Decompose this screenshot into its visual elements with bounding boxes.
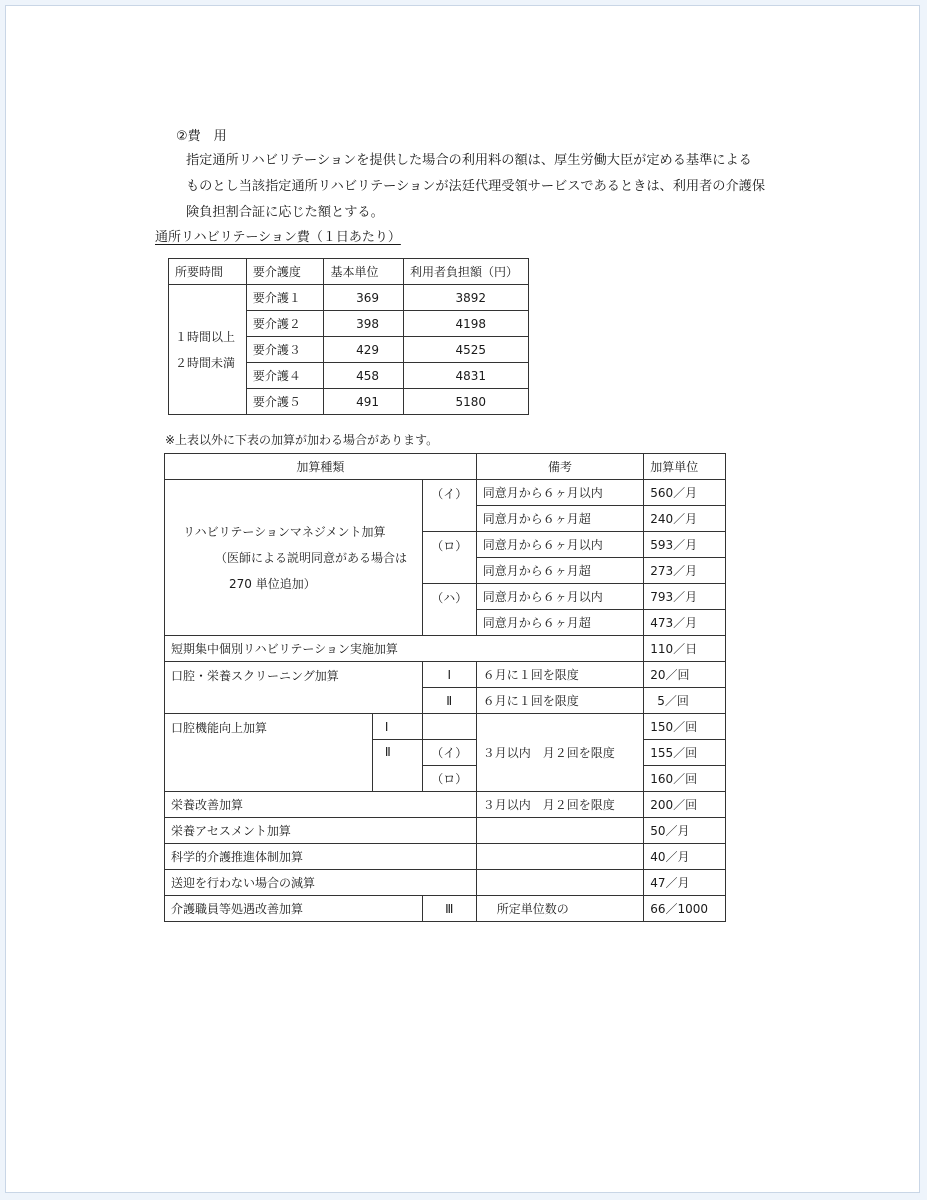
section-heading: ②費 用 (176, 129, 227, 144)
unit-cell: 200／回 (644, 792, 726, 818)
duration-cell (169, 285, 247, 415)
remarks-cell: ６月に１回を限度 (476, 662, 644, 688)
unit-cell: 50／月 (644, 818, 726, 844)
table-row (165, 480, 726, 506)
header-duration: 所要時間 (169, 259, 247, 285)
paragraph-line-3: 険負担割合証に応じた額とする。 (186, 205, 384, 220)
oral-function-empty-cell (422, 714, 476, 740)
rehab-mgmt-mark-i: （イ） (422, 480, 476, 532)
oral-function-level-2: Ⅱ (372, 740, 422, 792)
units-cell: 429 (324, 337, 404, 363)
cost-cell: 3892 (404, 285, 529, 311)
science-care-name: 科学的介護推進体制加算 (165, 844, 477, 870)
remarks-cell: 同意月から６ヶ月以内 (476, 532, 644, 558)
no-transport-name: 送迎を行わない場合の減算 (165, 870, 477, 896)
unit-cell: 5／回 (644, 688, 726, 714)
unit-cell: 240／月 (644, 506, 726, 532)
unit-cell: 40／月 (644, 844, 726, 870)
rehab-mgmt-mark-ro: （ロ） (422, 532, 476, 584)
screening-mark-2: Ⅱ (422, 688, 476, 714)
table-row (165, 818, 726, 844)
remarks-cell: ６月に１回を限度 (476, 688, 644, 714)
header-base-units: 基本単位 (324, 259, 404, 285)
units-cell: 398 (324, 311, 404, 337)
duration-line-1: １時間以上 (175, 329, 236, 344)
oral-function-note: ３月以内 月２回を限度 (476, 714, 644, 792)
nutrition-assess-name: 栄養アセスメント加算 (165, 818, 477, 844)
nutrition-improve-name: 栄養改善加算 (165, 792, 477, 818)
header-care-level: 要介護度 (246, 259, 324, 285)
remarks-cell: ３月以内 月２回を限度 (476, 792, 644, 818)
unit-cell: 560／月 (644, 480, 726, 506)
base-fee-table (168, 258, 529, 415)
additional-fees-note: ※上表以外に下表の加算が加わる場合があります。 (165, 433, 439, 447)
duration-line-2: ２時間未満 (175, 355, 236, 370)
remarks-cell (476, 870, 644, 896)
oral-function-sub-ro: （ロ） (422, 766, 476, 792)
staff-improve-name: 介護職員等処遇改善加算 (165, 896, 423, 922)
cost-cell: 4198 (404, 311, 529, 337)
care-level-cell: 要介護５ (246, 389, 324, 415)
unit-cell: 273／月 (644, 558, 726, 584)
table-row (165, 636, 726, 662)
screening-mark-1: Ⅰ (422, 662, 476, 688)
units-cell: 458 (324, 363, 404, 389)
table-header-row (169, 259, 529, 285)
rehab-mgmt-name: リハビリテーションマネジメント加算 (183, 524, 386, 539)
screening-name: 口腔・栄養スクリーニング加算 (165, 662, 423, 714)
care-level-cell: 要介護４ (246, 363, 324, 389)
paragraph-line-2: ものとし当該指定通所リハビリテーションが法廷代理受領サービスであるときは、利用者の介護保 (186, 179, 766, 194)
addition-table (164, 453, 726, 922)
remarks-cell (476, 844, 644, 870)
table-row (165, 870, 726, 896)
table-header-row (165, 454, 726, 480)
unit-cell: 793／月 (644, 584, 726, 610)
unit-cell: 150／回 (644, 714, 726, 740)
oral-function-level-1: Ⅰ (372, 714, 422, 740)
rehab-mgmt-cell (165, 480, 423, 636)
unit-cell: 473／月 (644, 610, 726, 636)
unit-cell: 155／回 (644, 740, 726, 766)
paragraph-line-1: 指定通所リハビリテーションを提供した場合の利用料の額は、厚生労働大臣が定める基準による (186, 153, 752, 168)
short-term-name: 短期集中個別リハビリテーション実施加算 (165, 636, 644, 662)
header-addition-unit: 加算単位 (644, 454, 726, 480)
table-row (165, 896, 726, 922)
unit-cell: 66／1000 (644, 896, 726, 922)
units-cell: 491 (324, 389, 404, 415)
table-row (165, 714, 726, 740)
header-addition-type: 加算種類 (165, 454, 477, 480)
table-row (165, 844, 726, 870)
table-subtitle: 通所リハビリテーション費（１日あたり） (155, 230, 401, 245)
care-level-cell: 要介護２ (246, 311, 324, 337)
header-remarks: 備考 (476, 454, 644, 480)
unit-cell: 593／月 (644, 532, 726, 558)
rehab-mgmt-subline-1: （医師による説明同意がある場合は (215, 550, 408, 565)
cost-cell: 4831 (404, 363, 529, 389)
care-level-cell: 要介護１ (246, 285, 324, 311)
remarks-cell (476, 818, 644, 844)
oral-function-sub-i: （イ） (422, 740, 476, 766)
unit-cell: 20／回 (644, 662, 726, 688)
units-cell: 369 (324, 285, 404, 311)
table-row (169, 285, 529, 311)
oral-function-name: 口腔機能向上加算 (165, 714, 373, 792)
cost-cell: 4525 (404, 337, 529, 363)
header-user-cost: 利用者負担額（円） (404, 259, 529, 285)
remarks-cell: 同意月から６ヶ月以内 (476, 480, 644, 506)
remarks-cell: 同意月から６ヶ月超 (476, 610, 644, 636)
rehab-mgmt-mark-ha: （ハ） (422, 584, 476, 636)
remarks-cell: 同意月から６ヶ月超 (476, 558, 644, 584)
remarks-cell: 同意月から６ヶ月以内 (476, 584, 644, 610)
table-row (165, 662, 726, 688)
remarks-cell: 同意月から６ヶ月超 (476, 506, 644, 532)
unit-cell: 110／日 (644, 636, 726, 662)
table-row (165, 792, 726, 818)
remarks-cell: 所定単位数の (476, 896, 644, 922)
rehab-mgmt-subline-2: 270 単位追加） (229, 576, 316, 591)
cost-cell: 5180 (404, 389, 529, 415)
care-level-cell: 要介護３ (246, 337, 324, 363)
staff-improve-mark: Ⅲ (422, 896, 476, 922)
unit-cell: 47／月 (644, 870, 726, 896)
unit-cell: 160／回 (644, 766, 726, 792)
